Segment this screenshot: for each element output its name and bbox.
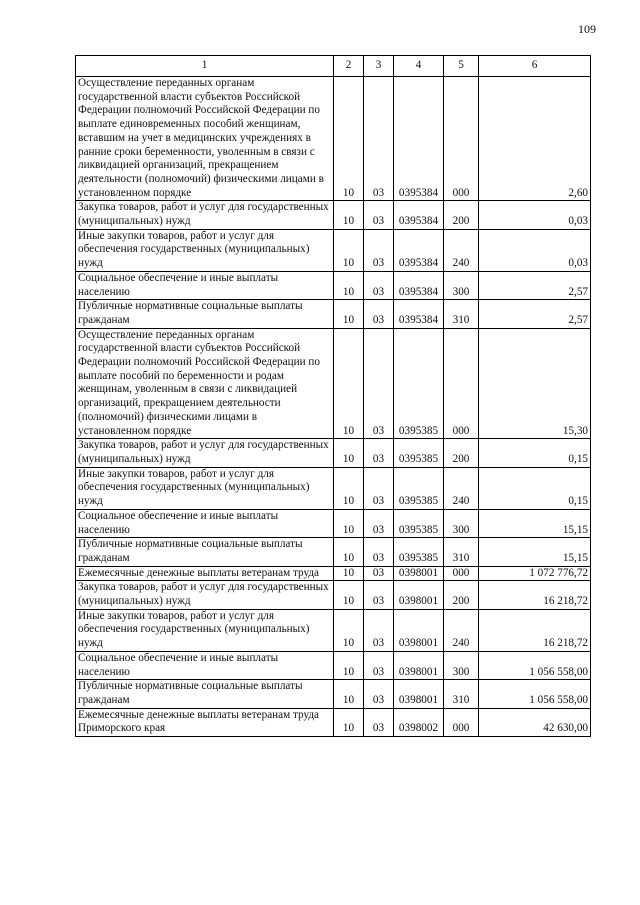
column-header: 5 (444, 56, 479, 77)
subsection-code-cell: 03 (364, 566, 394, 581)
section-code-cell: 10 (334, 467, 364, 509)
row-name-cell: Закупка товаров, работ и услуг для государственных (муниципальных) нужд (76, 581, 334, 609)
target-article-cell: 0395384 (394, 77, 444, 201)
amount-cell: 0,15 (479, 439, 591, 467)
amount-cell: 1 056 558,00 (479, 680, 591, 708)
table-row (76, 708, 591, 736)
row-name-cell: Социальное обеспечение и иные выплаты населению (76, 509, 334, 537)
subsection-code-cell: 03 (364, 680, 394, 708)
target-article-cell: 0395384 (394, 300, 444, 328)
subsection-code-cell: 03 (364, 467, 394, 509)
expense-type-cell: 300 (444, 271, 479, 299)
table-row (76, 609, 591, 651)
subsection-code-cell: 03 (364, 229, 394, 271)
table-row (76, 651, 591, 679)
table-row (76, 680, 591, 708)
amount-cell: 16 218,72 (479, 609, 591, 651)
row-name-cell: Публичные нормативные социальные выплаты гражданам (76, 538, 334, 566)
section-code-cell: 10 (334, 566, 364, 581)
amount-cell: 15,15 (479, 538, 591, 566)
target-article-cell: 0398001 (394, 680, 444, 708)
expense-type-cell: 240 (444, 609, 479, 651)
column-header: 6 (479, 56, 591, 77)
expense-type-cell: 300 (444, 509, 479, 537)
section-code-cell: 10 (334, 538, 364, 566)
column-header: 1 (76, 56, 334, 77)
row-name-cell: Закупка товаров, работ и услуг для государственных (муниципальных) нужд (76, 439, 334, 467)
expense-type-cell: 310 (444, 300, 479, 328)
section-code-cell: 10 (334, 609, 364, 651)
expense-type-cell: 000 (444, 328, 479, 439)
expense-type-cell: 000 (444, 77, 479, 201)
table-row (76, 201, 591, 229)
expense-type-cell: 300 (444, 651, 479, 679)
subsection-code-cell: 03 (364, 328, 394, 439)
expense-type-cell: 000 (444, 708, 479, 736)
expense-type-cell: 240 (444, 467, 479, 509)
column-header: 2 (334, 56, 364, 77)
amount-cell: 0,15 (479, 467, 591, 509)
subsection-code-cell: 03 (364, 201, 394, 229)
target-article-cell: 0395384 (394, 229, 444, 271)
subsection-code-cell: 03 (364, 708, 394, 736)
expense-type-cell: 000 (444, 566, 479, 581)
section-code-cell: 10 (334, 581, 364, 609)
row-name-cell: Иные закупки товаров, работ и услуг для обеспечения государственных (муниципальных) нужд (76, 609, 334, 651)
amount-cell: 15,30 (479, 328, 591, 439)
amount-cell: 42 630,00 (479, 708, 591, 736)
subsection-code-cell: 03 (364, 271, 394, 299)
table-row (76, 229, 591, 271)
target-article-cell: 0398001 (394, 581, 444, 609)
expense-type-cell: 310 (444, 680, 479, 708)
subsection-code-cell: 03 (364, 300, 394, 328)
subsection-code-cell: 03 (364, 77, 394, 201)
row-name-cell: Иные закупки товаров, работ и услуг для обеспечения государственных (муниципальных) нужд (76, 229, 334, 271)
header-row (76, 56, 591, 77)
amount-cell: 16 218,72 (479, 581, 591, 609)
expense-type-cell: 310 (444, 538, 479, 566)
row-name-cell: Социальное обеспечение и иные выплаты населению (76, 271, 334, 299)
subsection-code-cell: 03 (364, 439, 394, 467)
column-header: 4 (394, 56, 444, 77)
amount-cell: 1 072 776,72 (479, 566, 591, 581)
section-code-cell: 10 (334, 77, 364, 201)
row-name-cell: Ежемесячные денежные выплаты ветеранам труда (76, 566, 334, 581)
expense-type-cell: 200 (444, 439, 479, 467)
amount-cell: 0,03 (479, 201, 591, 229)
section-code-cell: 10 (334, 271, 364, 299)
section-code-cell: 10 (334, 651, 364, 679)
subsection-code-cell: 03 (364, 609, 394, 651)
table-body (76, 77, 591, 737)
target-article-cell: 0395385 (394, 538, 444, 566)
amount-cell: 2,60 (479, 77, 591, 201)
target-article-cell: 0395385 (394, 328, 444, 439)
table-row (76, 581, 591, 609)
row-name-cell: Осуществление переданных органам государственной власти субъектов Российской Федерации полномочий Российской Федерации по выплате пособий по беременности и родам женщинам, уволенным в связи с ликвидацией организаций, прекращением деятельности (полномочий) физическими лицами в установленном порядке (76, 328, 334, 439)
table-row (76, 77, 591, 201)
subsection-code-cell: 03 (364, 509, 394, 537)
table-row (76, 538, 591, 566)
table-row (76, 467, 591, 509)
row-name-cell: Публичные нормативные социальные выплаты гражданам (76, 680, 334, 708)
subsection-code-cell: 03 (364, 581, 394, 609)
expense-type-cell: 200 (444, 201, 479, 229)
amount-cell: 0,03 (479, 229, 591, 271)
column-header: 3 (364, 56, 394, 77)
expense-type-cell: 200 (444, 581, 479, 609)
amount-cell: 1 056 558,00 (479, 651, 591, 679)
row-name-cell: Иные закупки товаров, работ и услуг для обеспечения государственных (муниципальных) нужд (76, 467, 334, 509)
table-row (76, 300, 591, 328)
target-article-cell: 0398002 (394, 708, 444, 736)
target-article-cell: 0395385 (394, 467, 444, 509)
row-name-cell: Ежемесячные денежные выплаты ветеранам труда Приморского края (76, 708, 334, 736)
target-article-cell: 0395384 (394, 271, 444, 299)
row-name-cell: Социальное обеспечение и иные выплаты населению (76, 651, 334, 679)
target-article-cell: 0395385 (394, 439, 444, 467)
table-row (76, 566, 591, 581)
section-code-cell: 10 (334, 708, 364, 736)
table-row (76, 328, 591, 439)
expense-type-cell: 240 (444, 229, 479, 271)
table-row (76, 509, 591, 537)
subsection-code-cell: 03 (364, 651, 394, 679)
amount-cell: 2,57 (479, 300, 591, 328)
page-number: 109 (578, 22, 596, 36)
target-article-cell: 0395384 (394, 201, 444, 229)
amount-cell: 2,57 (479, 271, 591, 299)
budget-table (75, 55, 591, 737)
table-row (76, 439, 591, 467)
amount-cell: 15,15 (479, 509, 591, 537)
target-article-cell: 0395385 (394, 509, 444, 537)
section-code-cell: 10 (334, 680, 364, 708)
target-article-cell: 0398001 (394, 651, 444, 679)
table-row (76, 271, 591, 299)
subsection-code-cell: 03 (364, 538, 394, 566)
target-article-cell: 0398001 (394, 566, 444, 581)
section-code-cell: 10 (334, 229, 364, 271)
section-code-cell: 10 (334, 328, 364, 439)
section-code-cell: 10 (334, 439, 364, 467)
section-code-cell: 10 (334, 509, 364, 537)
target-article-cell: 0398001 (394, 609, 444, 651)
row-name-cell: Осуществление переданных органам государственной власти субъектов Российской Федерации полномочий Российской Федерации по выплате единовременных пособий женщинам, вставшим на учет в медицинских учреждениях в ранние сроки беременности, уволенным в связи с ликвидацией организаций, прекращением деятельности (полномочий) физическими лицами в установленном порядке (76, 77, 334, 201)
section-code-cell: 10 (334, 201, 364, 229)
row-name-cell: Закупка товаров, работ и услуг для государственных (муниципальных) нужд (76, 201, 334, 229)
section-code-cell: 10 (334, 300, 364, 328)
row-name-cell: Публичные нормативные социальные выплаты гражданам (76, 300, 334, 328)
